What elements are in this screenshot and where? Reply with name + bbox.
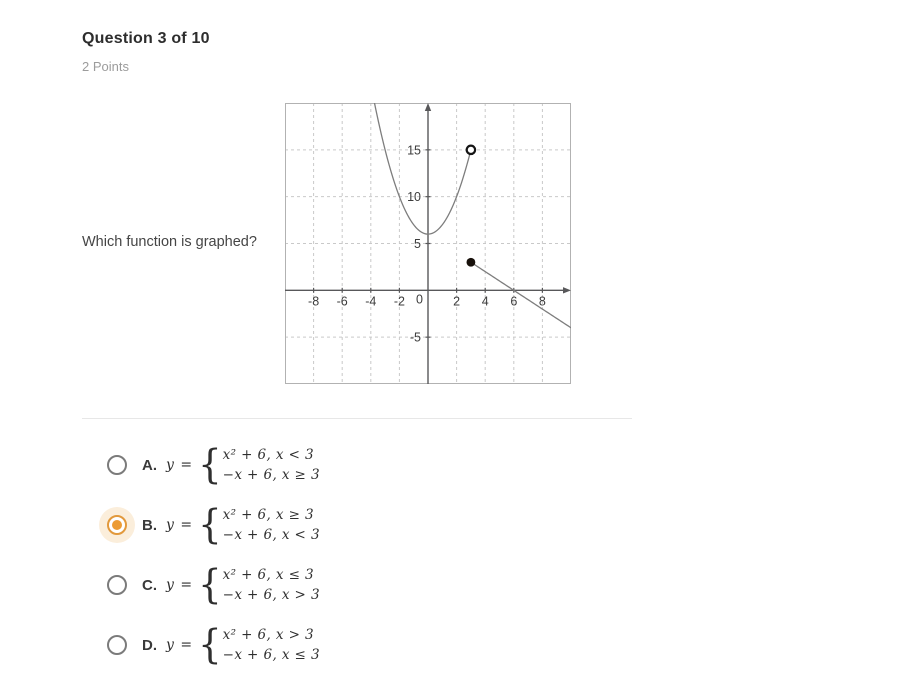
- option-row-d[interactable]: [99, 615, 320, 675]
- option-formula-d: [166, 620, 320, 668]
- radio-halo-d: [99, 627, 135, 663]
- option-row-c[interactable]: [99, 555, 320, 615]
- option-letter-a: A.: [142, 456, 157, 474]
- question-title: Question 3 of 10: [82, 30, 210, 47]
- radio-option-a[interactable]: [107, 455, 127, 475]
- function-graph: [285, 103, 571, 384]
- svg-text:-8: -8: [308, 294, 320, 309]
- svg-text:8: 8: [538, 294, 546, 309]
- formula-lhs-c: y =: [166, 577, 194, 593]
- formula-cases-c: [223, 565, 320, 605]
- graph-svg: [285, 103, 571, 384]
- svg-text:15: 15: [407, 143, 421, 158]
- question-prompt: Which function is graphed?: [82, 234, 257, 250]
- case-line-2: −x + 6, x > 3: [222, 587, 320, 603]
- formula-cases-b: [223, 505, 320, 545]
- case-line-2: −x + 6, x < 3: [222, 527, 320, 543]
- case-line-1: x² + 6, x < 3: [222, 447, 315, 463]
- radio-halo-c: [99, 567, 135, 603]
- formula-lhs-b: y =: [166, 517, 194, 533]
- radio-dot-c: [112, 580, 122, 590]
- option-formula-a: [166, 440, 320, 488]
- radio-halo-a: [99, 447, 135, 483]
- brace-icon: {: [198, 560, 222, 608]
- formula-cases-a: [223, 445, 320, 485]
- option-letter-c: C.: [142, 576, 157, 594]
- y-axis-arrow-icon: [425, 103, 431, 111]
- svg-text:0: 0: [416, 292, 423, 307]
- svg-text:10: 10: [407, 190, 421, 205]
- filled-endpoint-icon: [467, 258, 476, 267]
- brace-icon: {: [198, 500, 222, 548]
- radio-option-d[interactable]: [107, 635, 127, 655]
- brace-icon: {: [198, 620, 222, 668]
- answer-options: [99, 435, 320, 675]
- brace-icon: {: [198, 440, 222, 488]
- svg-text:-2: -2: [393, 294, 405, 309]
- option-letter-d: D.: [142, 636, 157, 654]
- radio-dot-a: [112, 460, 122, 470]
- case-line-2: −x + 6, x ≤ 3: [222, 647, 320, 663]
- option-letter-b: B.: [142, 516, 157, 534]
- svg-text:6: 6: [510, 294, 518, 309]
- case-line-2: −x + 6, x ≥ 3: [222, 467, 320, 483]
- option-formula-c: [166, 560, 320, 608]
- question-points: 2 Points: [82, 59, 129, 74]
- radio-option-b[interactable]: [107, 515, 127, 535]
- option-formula-b: [166, 500, 320, 548]
- formula-cases-d: [223, 625, 320, 665]
- x-axis-arrow-icon: [563, 287, 571, 293]
- question-header: [82, 30, 210, 74]
- svg-text:-6: -6: [336, 294, 348, 309]
- section-divider: [82, 418, 632, 419]
- option-row-a[interactable]: [99, 435, 320, 495]
- formula-lhs-a: y =: [166, 457, 194, 473]
- radio-dot-b: [112, 520, 122, 530]
- svg-text:4: 4: [481, 294, 489, 309]
- radio-dot-d: [112, 640, 122, 650]
- formula-lhs-d: y =: [166, 637, 194, 653]
- svg-text:5: 5: [414, 237, 421, 251]
- case-line-1: x² + 6, x ≥ 3: [222, 507, 315, 523]
- svg-text:-4: -4: [365, 294, 377, 309]
- case-line-1: x² + 6, x ≤ 3: [222, 567, 315, 583]
- option-row-b[interactable]: [99, 495, 320, 555]
- radio-option-c[interactable]: [107, 575, 127, 595]
- svg-text:2: 2: [453, 294, 461, 309]
- open-endpoint-icon: [467, 146, 475, 154]
- svg-text:-5: -5: [409, 330, 421, 345]
- radio-halo-b: [99, 507, 135, 543]
- case-line-1: x² + 6, x > 3: [222, 627, 315, 643]
